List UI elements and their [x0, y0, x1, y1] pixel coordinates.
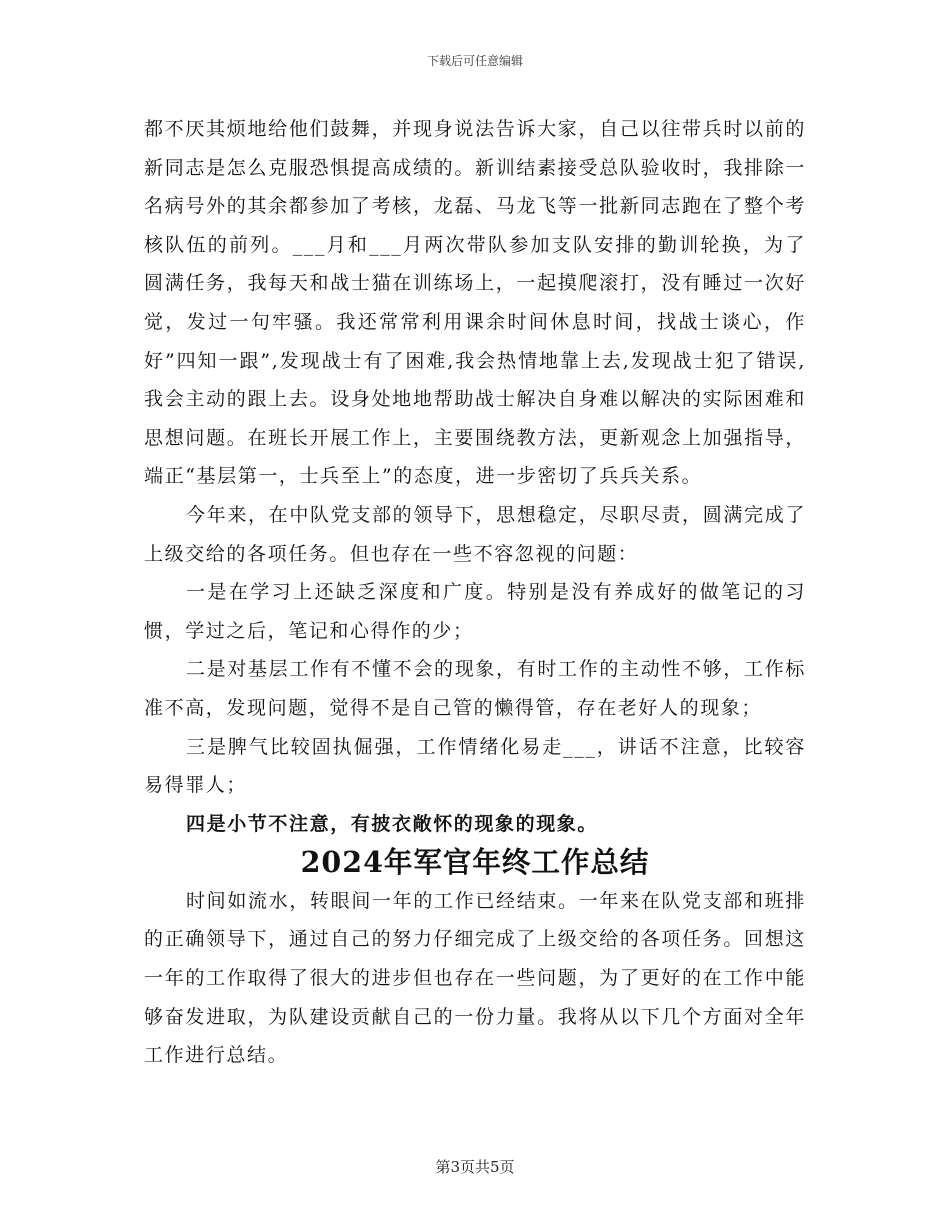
paragraph-problem-2: 二是对基层工作有不懂不会的现象，有时工作的主动性不够，工作标准不高，发现问题，觉得不是自己管的懒得管，存在老好人的现象；: [144, 658, 806, 719]
section-title: 2024年军官年终工作总结: [300, 845, 650, 880]
paragraph-problem-1: 一是在学习上还缺乏深度和广度。特别是没有养成好的做笔记的习惯，学过之后，笔记和心得作的少；: [144, 581, 806, 642]
document-body: [144, 110, 806, 1075]
page-number: 第3页共5页: [435, 1158, 515, 1176]
paragraph-problem-4: 四是小节不注意，有披衣敞怀的现象的现象。: [186, 812, 599, 835]
paragraph-summary: 今年来，在中队党支部的领导下，思想稳定，尽职尽责，圆满完成了上级交给的各项任务。但也存在一些不容忽视的问题：: [144, 503, 806, 565]
paragraph-continued: 都不厌其烦地给他们鼓舞，并现身说法告诉大家，自己以往带兵时以前的新同志是怎么克服恐惧提高成绩的。新训结素接受总队验收时，我排除一名病号外的其余都参加了考核，龙磊、马龙飞等一批新同志跑在了整个考核队伍的前列。___月和___月两次带队参加支队安排的勤训轮换，为了圆满任务，我每天和战士猫在训练场上，一起摸爬滚打，没有睡过一次好觉，发过一句牢骚。我还常常利用课余时间休息时间，找战士谈心，作好”四知一跟”,发现战士有了困难,我会热情地靠上去,发现战士犯了错误,我会主动的跟上去。设身处地地帮助战士解决自身难以解决的实际困难和思想问题。在班长开展工作上，主要围绕教方法，更新观念上加强指导，端正“基层第一，士兵至上”的态度，进一步密切了兵兵关系。: [144, 118, 806, 488]
page-header-note: 下载后可任意编辑: [426, 54, 523, 68]
section-paragraph: 时间如流水，转眼间一年的工作已经结束。一年来在队党支部和班排的正确领导下，通过自己的努力仔细完成了上级交给的各项任务。回想这一年的工作取得了很大的进步但也存在一些问题，为了更好的在工作中能够奋发进取，为队建设贡献自己的一份力量。我将从以下几个方面对全年工作进行总结。: [144, 889, 806, 1067]
paragraph-problem-3: 三是脾气比较固执倔强，工作情绪化易走___，讲话不注意，比较容易得罪人；: [144, 735, 806, 797]
